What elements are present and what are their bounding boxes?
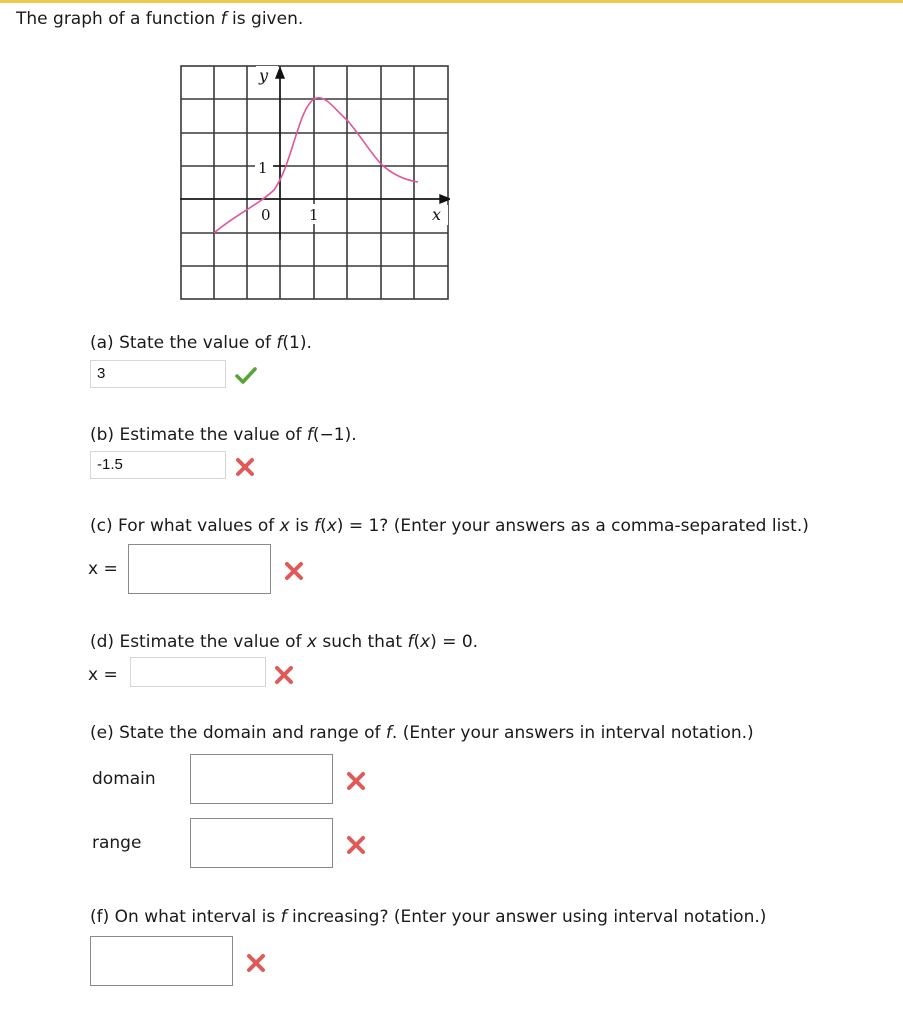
origin-label: 0 (261, 206, 271, 224)
y-tick-label-1: 1 (258, 159, 268, 177)
answer-c-field[interactable] (128, 544, 271, 594)
range-field[interactable] (190, 818, 333, 868)
problem-intro (16, 9, 303, 29)
intro-text-end: is given. (226, 9, 304, 29)
x-tick-label-1: 1 (309, 206, 319, 224)
question-f: (f) On what interval is f increasing? (Enter your answer using interval notation.) (90, 907, 767, 927)
answer-b-field[interactable]: -1.5 (90, 451, 226, 479)
question-b: (b) Estimate the value of f(−1). (90, 425, 357, 445)
domain-label: domain (92, 769, 156, 789)
question-c: (c) For what values of x is f(x) = 1? (Enter your answers as a comma-separated list.) (90, 516, 809, 536)
intro-text: The graph of a function (16, 9, 221, 29)
top-accent-line (0, 0, 903, 3)
question-a: (a) State the value of f(1). (90, 333, 312, 353)
answer-d-label: x = (88, 665, 118, 685)
question-e: (e) State the domain and range of f. (Enter your answers in interval notation.) (90, 723, 754, 743)
cross-icon (273, 664, 295, 686)
domain-field[interactable] (190, 754, 333, 804)
graph-grid (181, 66, 448, 299)
cross-icon (283, 560, 305, 582)
y-axis-label: y (259, 66, 269, 85)
answer-c-label: x = (88, 559, 118, 579)
check-icon (235, 364, 257, 386)
answer-a-field[interactable]: 3 (90, 360, 226, 388)
cross-icon (245, 952, 267, 974)
answer-d-field[interactable] (130, 657, 266, 687)
cross-icon (345, 834, 367, 856)
range-label: range (92, 833, 142, 853)
cross-icon (234, 456, 256, 478)
answer-f-field[interactable] (90, 936, 233, 986)
intro-function-name: f (220, 9, 227, 29)
question-d: (d) Estimate the value of x such that f(x) = 0. (90, 632, 479, 652)
function-graph (178, 62, 450, 302)
x-axis-label: x (432, 205, 442, 224)
cross-icon (345, 770, 367, 792)
